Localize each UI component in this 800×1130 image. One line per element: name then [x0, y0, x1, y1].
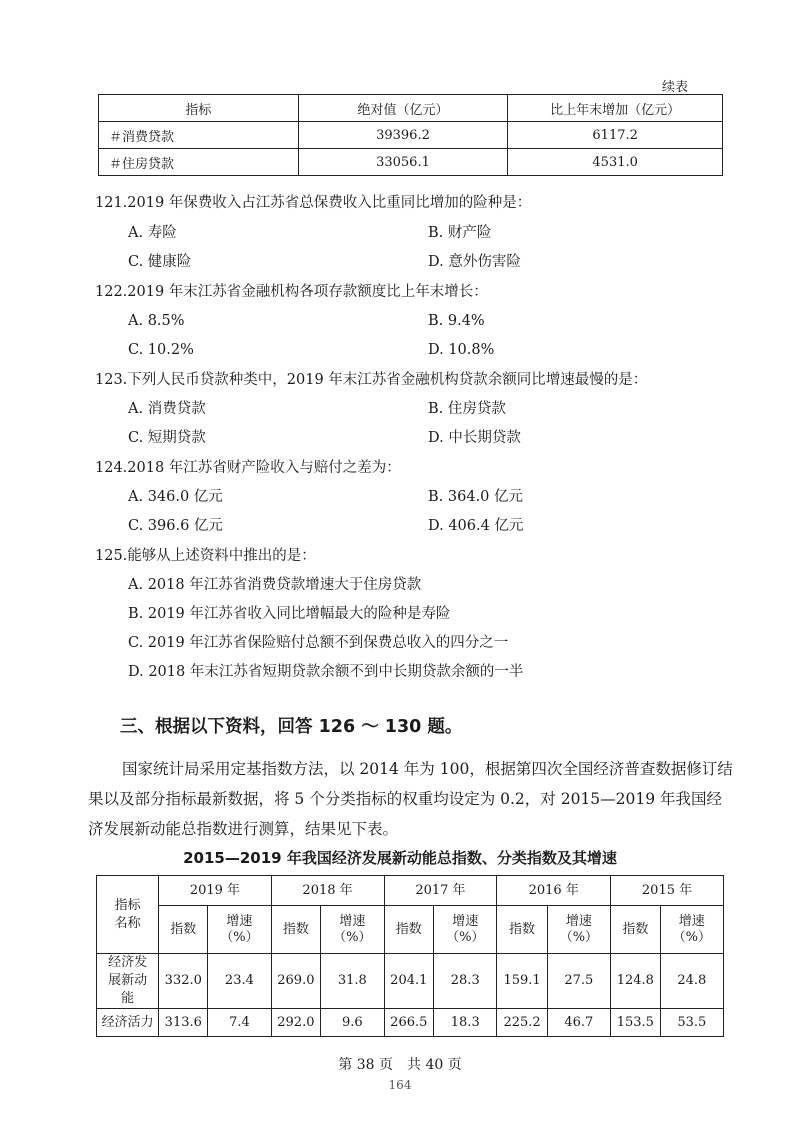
year-header: 2016 年: [497, 876, 611, 906]
table-cell: 33056.1: [298, 149, 508, 176]
header-cell: 绝对值（亿元）: [298, 95, 508, 122]
sub-header-growth: 增速（%）: [547, 906, 610, 954]
table-cell: 225.2: [497, 1009, 547, 1037]
new-momentum-index-table: [96, 875, 724, 1037]
table-cell: 153.5: [611, 1009, 661, 1037]
table-cell: ＃消费贷款: [99, 122, 299, 149]
option-d: D. 2018 年末江苏省短期贷款余额不到中长期贷款余额的一半: [128, 664, 524, 680]
table-cell: 53.5: [660, 1009, 723, 1037]
year-header-row: [97, 876, 724, 906]
option-c: C. 10.2%: [128, 342, 194, 358]
option-b: B. 9.4%: [428, 313, 485, 329]
loan-table: [98, 94, 723, 176]
year-header: 2018 年: [271, 876, 384, 906]
row-label: 经济发展新动能: [97, 954, 159, 1009]
question-stem: 121.2019 年保费收入占江苏省总保费收入比重同比增加的险种是：: [95, 195, 532, 211]
table-cell: 7.4: [208, 1009, 271, 1037]
row-label: 经济活力: [97, 1009, 159, 1037]
option-d: D. 406.4 亿元: [428, 518, 524, 534]
section-title: 三、根据以下资料，回答 126 ～ 130 题。: [120, 717, 463, 737]
corner-header: 指标名称: [97, 876, 159, 954]
table-cell: 292.0: [271, 1009, 321, 1037]
table-cell: ＃住房贷款: [99, 149, 299, 176]
option-b: B. 财产险: [428, 225, 492, 241]
sub-header-growth: 增速（%）: [321, 906, 384, 954]
option-b: B. 364.0 亿元: [428, 489, 523, 505]
option-d: D. 意外伤害险: [428, 254, 521, 270]
table-caption: 2015—2019 年我国经济发展新动能总指数、分类指数及其增速: [183, 849, 617, 867]
option-d: D. 10.8%: [428, 342, 495, 358]
option-a: A. 2018 年江苏省消费贷款增速大于住房贷款: [128, 577, 422, 593]
table-cell: 46.7: [547, 1009, 610, 1037]
sub-header-growth: 增速（%）: [208, 906, 271, 954]
year-header: 2015 年: [611, 876, 724, 906]
page-footer: 第 38 页 共 40 页: [338, 1057, 462, 1073]
table-cell: 9.6: [321, 1009, 384, 1037]
table-cell: 313.6: [159, 1009, 208, 1037]
table-cell: 124.8: [611, 954, 661, 1009]
option-c: C. 2019 年江苏省保险赔付总额不到保费总收入的四分之一: [128, 635, 509, 651]
sub-header-index: 指数: [271, 906, 321, 954]
table-row: [99, 149, 723, 176]
sub-header-growth: 增速（%）: [660, 906, 723, 954]
option-a: A. 346.0 亿元: [128, 489, 223, 505]
table-cell: 23.4: [208, 954, 271, 1009]
year-header: 2019 年: [159, 876, 271, 906]
option-c: C. 健康险: [128, 254, 192, 270]
table-cell: 332.0: [159, 954, 208, 1009]
loan-table-header: [99, 95, 723, 122]
header-cell: 比上年末增加（亿元）: [508, 95, 723, 122]
table-row: [97, 1009, 724, 1037]
table-row: [97, 954, 724, 1009]
question-stem: 123.下列人民币贷款种类中，2019 年末江苏省金融机构贷款余额同比增速最慢的是：: [95, 372, 648, 388]
sub-header-index: 指数: [611, 906, 661, 954]
table-cell: 204.1: [384, 954, 434, 1009]
option-a: A. 消费贷款: [128, 401, 206, 417]
table-cell: 28.3: [434, 954, 497, 1009]
question-stem: 122.2019 年末江苏省金融机构各项存款额度比上年末增长：: [95, 284, 488, 300]
table-cell: 159.1: [497, 954, 547, 1009]
page-number: 164: [388, 1078, 412, 1092]
option-d: D. 中长期贷款: [428, 430, 521, 446]
table-cell: 266.5: [384, 1009, 434, 1037]
table-cell: 24.8: [660, 954, 723, 1009]
question-stem: 125.能够从上述资料中推出的是：: [95, 548, 316, 564]
table-cell: 27.5: [547, 954, 610, 1009]
question-stem: 124.2018 年江苏省财产险收入与赔付之差为：: [95, 460, 401, 476]
table-row: [99, 122, 723, 149]
option-a: A. 寿险: [128, 225, 177, 241]
option-b: B. 住房贷款: [428, 401, 506, 417]
table-cell: 39396.2: [298, 122, 508, 149]
header-cell: 指标: [99, 95, 299, 122]
sub-header-growth: 增速（%）: [434, 906, 497, 954]
table-cell: 31.8: [321, 954, 384, 1009]
table-cell: 6117.2: [508, 122, 723, 149]
option-c: C. 短期贷款: [128, 430, 206, 446]
sub-header-row: [97, 906, 724, 954]
sub-header-index: 指数: [159, 906, 208, 954]
sub-header-index: 指数: [497, 906, 547, 954]
table-cell: 18.3: [434, 1009, 497, 1037]
option-c: C. 396.6 亿元: [128, 518, 223, 534]
sub-header-index: 指数: [384, 906, 434, 954]
continued-label: 续表: [661, 80, 688, 95]
year-header: 2017 年: [384, 876, 497, 906]
material-paragraph: 国家统计局采用定基指数方法，以 2014 年为 100，根据第四次全国经济普查数据修订结果以及部分指标最新数据，将 5 个分类指标的权重均设定为 0.2，对 2015—2019 年我国经济发展新动能总指数进行测算，结果见下表。: [88, 760, 733, 838]
option-a: A. 8.5%: [128, 313, 185, 329]
option-b: B. 2019 年江苏省收入同比增幅最大的险种是寿险: [128, 606, 451, 622]
table-cell: 4531.0: [508, 149, 723, 176]
table-cell: 269.0: [271, 954, 321, 1009]
